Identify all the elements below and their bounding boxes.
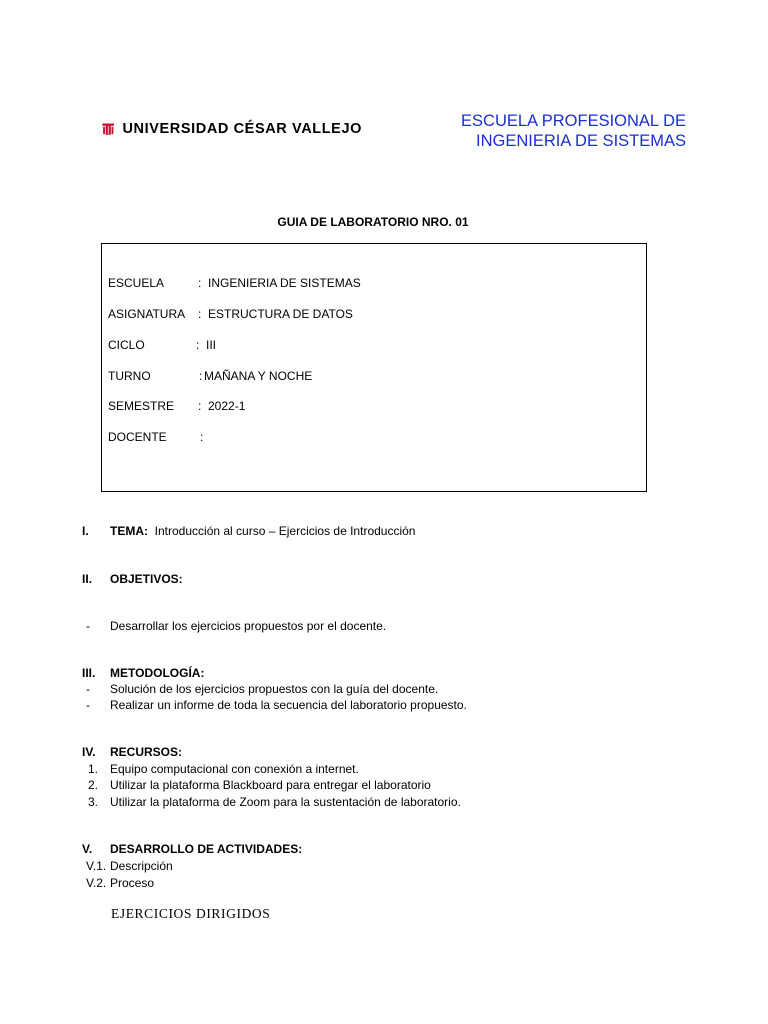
list-bullet: 1. bbox=[88, 762, 99, 776]
section-number: V. bbox=[82, 842, 93, 856]
info-value: INGENIERIA DE SISTEMAS bbox=[208, 276, 361, 290]
section-label: METODOLOGÍA: bbox=[110, 666, 205, 680]
exercises-title: EJERCICIOS DIRIGIDOS bbox=[111, 906, 271, 921]
info-row-semestre bbox=[108, 399, 245, 413]
list-item: Descripción bbox=[110, 859, 173, 873]
list-item: Equipo computacional con conexión a internet. bbox=[110, 762, 359, 776]
info-sep: : bbox=[198, 276, 202, 290]
section-label: DESARROLLO DE ACTIVIDADES: bbox=[110, 842, 303, 856]
list-item: Proceso bbox=[110, 876, 155, 890]
info-key: TURNO bbox=[108, 369, 151, 383]
info-key: ASIGNATURA bbox=[108, 307, 186, 321]
info-value: III bbox=[206, 338, 217, 352]
section-label: OBJETIVOS: bbox=[110, 572, 183, 586]
school-name bbox=[461, 111, 686, 151]
info-sep: : bbox=[198, 399, 202, 413]
list-bullet: - bbox=[86, 619, 90, 633]
section-number: IV. bbox=[82, 745, 96, 759]
info-row-asignatura bbox=[108, 307, 353, 321]
section-label: TEMA: bbox=[110, 524, 148, 538]
section-number: I. bbox=[82, 524, 89, 538]
info-key: CICLO bbox=[108, 338, 145, 352]
section-number: III. bbox=[82, 666, 96, 680]
info-sep: : bbox=[199, 369, 203, 383]
guide-title: GUIA DE LABORATORIO NRO. 01 bbox=[277, 215, 469, 229]
info-key: ESCUELA bbox=[108, 276, 165, 290]
info-row-escuela bbox=[108, 276, 361, 290]
info-sep: : bbox=[198, 307, 202, 321]
logo-text: UNIVERSIDAD CÉSAR VALLEJO bbox=[122, 121, 362, 137]
info-sep: : bbox=[200, 430, 204, 444]
ucv-crest-icon bbox=[102, 112, 114, 146]
info-value: ESTRUCTURA DE DATOS bbox=[208, 307, 353, 321]
list-bullet: V.2. bbox=[86, 876, 107, 890]
info-value: 2022-1 bbox=[208, 399, 246, 413]
info-row-ciclo bbox=[108, 338, 216, 352]
info-value: MAÑANA Y NOCHE bbox=[204, 369, 313, 383]
list-bullet: 2. bbox=[88, 778, 99, 792]
list-bullet: - bbox=[86, 682, 90, 696]
section-number: II. bbox=[82, 572, 93, 586]
list-item: Desarrollar los ejercicios propuestos por el docente. bbox=[110, 619, 387, 633]
section-label: RECURSOS: bbox=[110, 745, 183, 759]
section-tema bbox=[110, 524, 415, 538]
info-row-docente bbox=[108, 430, 210, 444]
school-name-line1: ESCUELA PROFESIONAL DE bbox=[461, 112, 686, 130]
list-item: Utilizar la plataforma Blackboard para entregar el laboratorio bbox=[110, 778, 431, 792]
info-key: DOCENTE bbox=[108, 430, 167, 444]
list-item: Utilizar la plataforma de Zoom para la sustentación de laboratorio. bbox=[110, 795, 461, 809]
list-bullet: 3. bbox=[88, 795, 99, 809]
info-key: SEMESTRE bbox=[108, 399, 175, 413]
school-name-line2: INGENIERIA DE SISTEMAS bbox=[476, 132, 686, 150]
list-item: Realizar un informe de toda la secuencia del laboratorio propuesto. bbox=[110, 698, 467, 712]
university-logo bbox=[102, 110, 362, 148]
info-row-turno bbox=[108, 369, 312, 383]
course-info-box bbox=[101, 243, 647, 492]
list-item: Solución de los ejercicios propuestos con la guía del docente. bbox=[110, 682, 439, 696]
list-bullet: V.1. bbox=[86, 859, 107, 873]
info-sep: : bbox=[196, 338, 200, 352]
section-tema-text: Introducción al curso – Ejercicios de Introducción bbox=[154, 524, 416, 538]
list-bullet: - bbox=[86, 698, 90, 712]
